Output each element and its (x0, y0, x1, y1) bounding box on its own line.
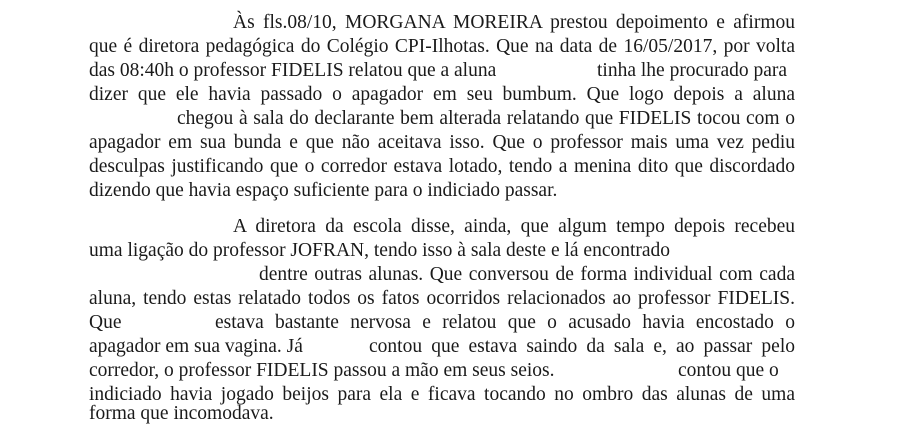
paragraph2-line4: aluna, tendo estas relatado todos os fatos ocorridos relacionados ao professor FIDELIS. (89, 288, 795, 309)
paragraph2-line6-part1: apagador em sua vagina. Já (89, 336, 303, 357)
paragraph2-line7-part1: corredor, o professor FIDELIS passou a mão em seus seios. (89, 360, 555, 381)
paragraph2-line7-part2: contou que o (678, 360, 779, 381)
paragraph1-line3-part1: das 08:40h o professor FIDELIS relatou que a aluna (89, 60, 497, 81)
paragraph1-line2: que é diretora pedagógica do Colégio CPI-Ilhotas. Que na data de 16/05/2017, por volta (89, 36, 795, 57)
paragraph2-line2: uma ligação do professor JOFRAN, tendo isso à sala deste e lá encontrado (89, 240, 671, 261)
paragraph1-line1: Às fls.08/10, MORGANA MOREIRA prestou depoimento e afirmou (233, 12, 795, 33)
paragraph2-line6 (89, 335, 795, 359)
paragraph2-line3: dentre outras alunas. Que conversou de forma individual com cada (259, 264, 795, 285)
paragraph1-line3 (89, 59, 795, 83)
paragraph2-line5-part2: estava bastante nervosa e relatou que o acusado havia encostado o (215, 312, 795, 333)
paragraph2-line5 (89, 311, 795, 335)
paragraph2-line6-part2: contou que estava saindo da sala e, ao passar pelo (369, 336, 795, 357)
paragraph2-line5-part1: Que (89, 312, 122, 333)
paragraph1-line4: dizer que ele havia passado o apagador em seu bumbum. Que logo depois a aluna (89, 84, 795, 105)
paragraph1-line8: dizendo que havia espaço suficiente para o indiciado passar. (89, 180, 558, 201)
paragraph2-line7 (89, 359, 795, 383)
paragraph1-line6: apagador em sua bunda e que não aceitava isso. Que o professor mais uma vez pediu (89, 132, 795, 153)
paragraph1-line7: desculpas justificando que o corredor estava lotado, tendo a menina dito que discordado (89, 156, 795, 177)
paragraph2-line8: indiciado havia jogado beijos para ela e ficava tocando no ombro das alunas de uma (89, 384, 795, 405)
paragraph1-line5: chegou à sala do declarante bem alterada relatando que FIDELIS tocou com o (177, 108, 795, 129)
paragraph1-line3-part2: tinha lhe procurado para (597, 60, 788, 81)
paragraph2-line1: A diretora da escola disse, ainda, que algum tempo depois recebeu (233, 216, 795, 237)
paragraph2-line9: forma que incomodava. (89, 403, 274, 424)
